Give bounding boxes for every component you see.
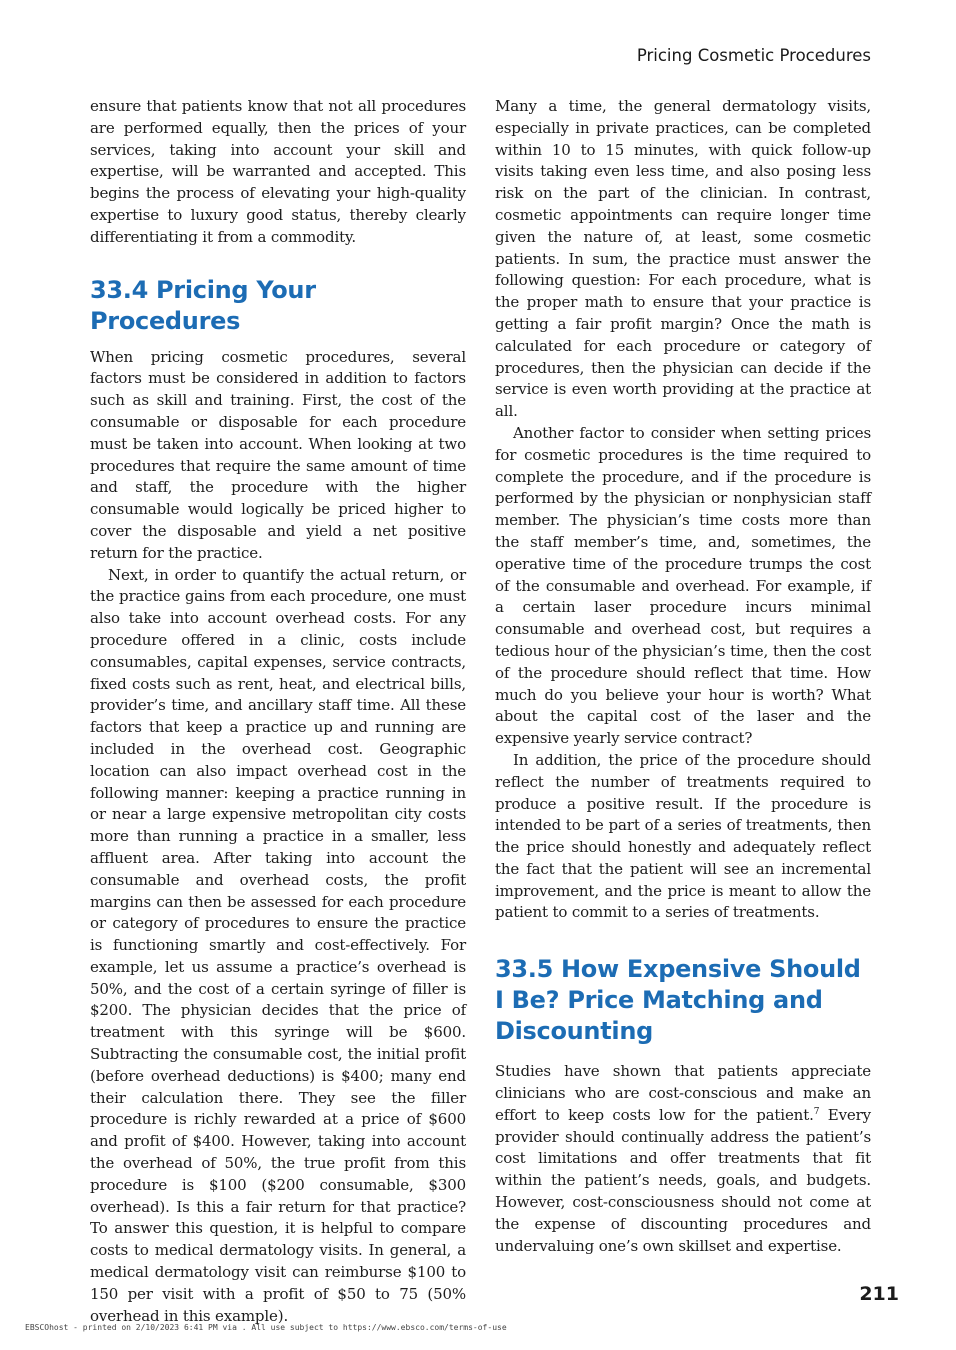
- body-paragraph: Another factor to consider when setting prices for cosmetic procedures is the time required to complete the procedure, and if the procedure is performed by the physician or nonphysician staff member. The physician’s time costs more than the staff member’s time, and, sometimes, the operative time of the procedure trumps the cost of the consumable and overhead. For example, if a certain laser procedure incurs minimal consumable and overhead cost, but requires a tedious hour of the physician’s time, then the cost of the procedure should reflect that time. How much do you believe your hour is worth? What about the capital cost of the laser and the expensive yearly service contract?: [495, 423, 871, 748]
- section-number: 33.4: [90, 275, 149, 304]
- reference-marker[interactable]: 7: [813, 1106, 820, 1117]
- running-head: Pricing Cosmetic Procedures: [636, 46, 871, 65]
- section-heading-33-5: [495, 954, 871, 1047]
- section-number: 33.5: [495, 955, 554, 984]
- footer-notice: EBSCOhost - printed on 2/10/2023 6:41 PM via . All use subject to https://www.ebsco.com/terms-of-use: [25, 1323, 507, 1332]
- body-paragraph: Many a time, the general dermatology visits, especially in private practices, can be completed within 10 to 15 minutes, with quick follow-up visits taking even less time, and also posing less risk on the part of the clinician. In contrast, cosmetic appointments can require longer time given the nature of, at least, some cosmetic patients. In sum, the practice must answer the following question: For each procedure, what is the proper math to ensure that your practice is getting a fair profit margin? Once the math is calculated for each procedure or category of procedures, then the physician can decide if the service is even worth providing at the practice at all.: [495, 97, 871, 421]
- body-paragraph: In addition, the price of the procedure should reflect the number of treatments required to produce a positive result. If the procedure is intended to be part of a series of treatments, then the price should honestly and adequately reflect the fact that the patient will see an incremental improvement, and the price is meant to allow the patient to commit to a series of treatments.: [495, 750, 871, 922]
- body-paragraph: [495, 1061, 871, 1257]
- body-paragraph: Next, in order to quantify the actual return, or the practice gains from each procedure, one must also take into account overhead costs. For any procedure offered in a clinic, costs include consumables, capital expenses, service contracts, fixed costs such as rent, heat, and electrical bills, provider’s time, and ancillary staff time. All these factors that keep a practice up and running are included in the overhead cost. Geographic location can also impact overhead cost in the following manner: keeping a practice running in or near a large expensive metropolitan city costs more than running a practice in a smaller, less affluent area. After taking into account the consumable and overhead costs, the profit margins can then be assessed for each procedure or category of procedures to ensure the practice is functioning smartly and cost-effectively. For example, let us assume a practice’s overhead is 50%, and the cost of a certain syringe of filler is $200. The physician decides that the price of treatment with this syringe will be $600. Subtracting the consumable cost, the initial profit (before overhead deductions) is $400; many end their calculation there. They see the filler procedure is richly rewarded at a price of $600 and profit of $400. However, taking into account the overhead of 50%, the true profit from this procedure is $100 ($200 consumable, $300 overhead). Is this a fair return for that practice? To answer this question, it is helpful to compare costs to medical dermatology visits. In general, a medical dermatology visit can reimburse $100 to 150 per visit with a profit of $50 to 75 (50% overhead in this example).: [90, 565, 466, 1325]
- left-column: [90, 96, 466, 1327]
- paragraph-text: Studies have shown that patients appreciate clinicians who are cost-conscious and make an effort to keep costs low for the patient.: [495, 1062, 871, 1124]
- section-title: Pricing Your Procedures: [90, 275, 316, 335]
- intro-paragraph: ensure that patients know that not all procedures are performed equally, then the prices of your services, taking into account your skill and expertise, will be warranted and accepted. This begins the process of elevating your high-quality expertise to luxury good status, thereby clearly differentiating it from a commodity.: [90, 97, 466, 246]
- body-paragraph: When pricing cosmetic procedures, several factors must be considered in addition to factors such as skill and training. First, the cost of the consumable or disposable for each procedure must be taken into account. When looking at two procedures that require the same amount of time and staff, the procedure with the higher consumable would logically be priced higher to cover the disposable and yield a net positive return for the practice.: [90, 347, 466, 562]
- section-title: How Expensive Should I Be? Price Matching and Discounting: [495, 955, 861, 1046]
- page-number: 211: [859, 1283, 899, 1305]
- paragraph-text: Every provider should continually address the patient’s cost limitations and offer treatments that fit within the patient’s needs, goals, and budgets. However, cost-consciousness should not come at the expense of discounting procedures and undervaluing one’s own skillset and expertise.: [495, 1105, 871, 1255]
- section-heading-33-4: [90, 275, 466, 337]
- right-column: [495, 96, 871, 1257]
